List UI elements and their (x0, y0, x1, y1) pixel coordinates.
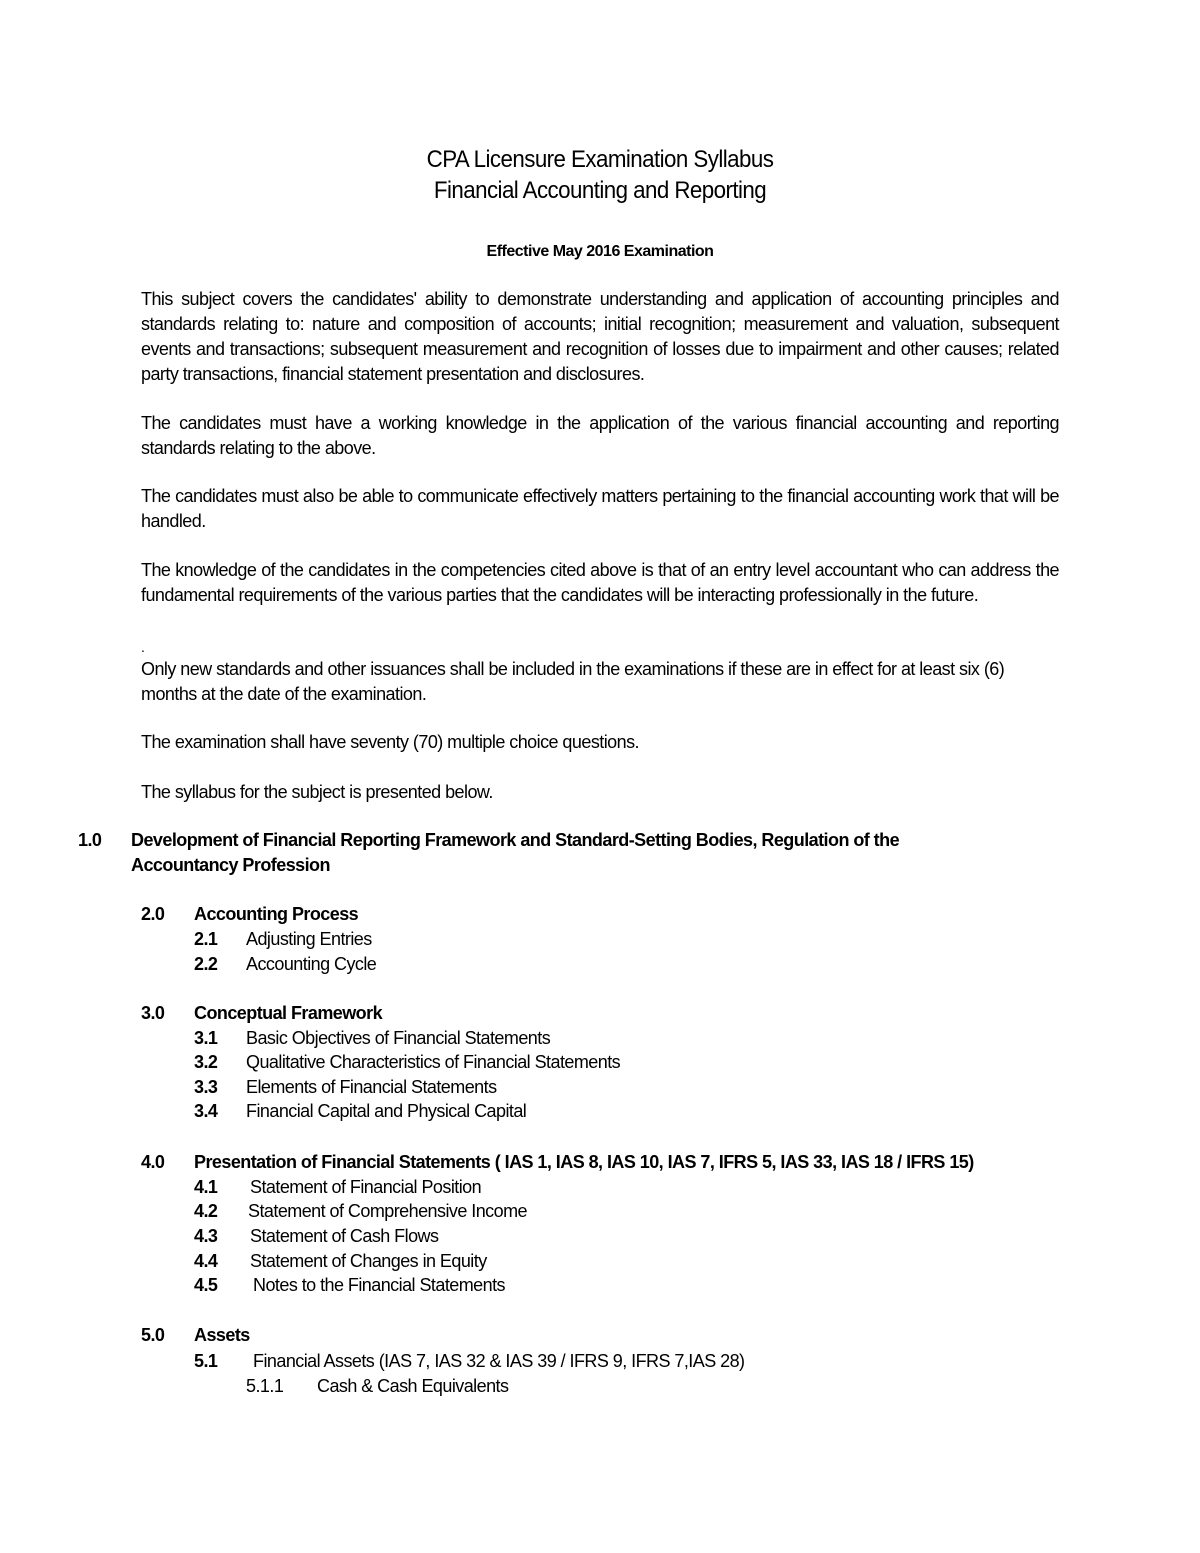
intro-paragraph-6: The examination shall have seventy (70) multiple choice questions. (141, 732, 639, 752)
item-3-4-label: Financial Capital and Physical Capital (246, 1101, 527, 1121)
item-3-3-label: Elements of Financial Statements (246, 1077, 497, 1097)
item-4-2-label: Statement of Comprehensive Income (248, 1201, 527, 1221)
section-3-title: Conceptual Framework (194, 1003, 383, 1023)
stray-period: . (141, 639, 145, 655)
section-1-title-line-1: Development of Financial Reporting Framework and Standard-Setting Bodies, Regulation of the (131, 830, 900, 850)
item-4-4-label: Statement of Changes in Equity (250, 1251, 487, 1271)
title-block (0, 144, 1200, 206)
section-5-title: Assets (194, 1325, 250, 1345)
intro-paragraph-4: The knowledge of the candidates in the competencies cited above is that of an entry level accountant who can address the fundamental requirements of the various parties that the candidates will be interacting professionally in the future. (141, 560, 1059, 605)
item-4-3-label: Statement of Cash Flows (250, 1226, 439, 1246)
item-3-4-number: 3.4 (194, 1101, 218, 1121)
intro-paragraph-3: The candidates must also be able to communicate effectively matters pertaining to the financial accounting work that will be handled. (141, 486, 1059, 531)
intro-paragraph-7: The syllabus for the subject is presented below. (141, 782, 493, 802)
section-1-title-line-2: Accountancy Profession (131, 855, 330, 875)
item-5-1-number: 5.1 (194, 1351, 218, 1371)
subitem-5-1-1-number: 5.1.1 (246, 1376, 284, 1396)
item-3-1-label: Basic Objectives of Financial Statements (246, 1028, 551, 1048)
item-3-3-number: 3.3 (194, 1077, 218, 1097)
section-4-number: 4.0 (141, 1152, 165, 1172)
section-2-title: Accounting Process (194, 904, 359, 924)
item-4-5-number: 4.5 (194, 1275, 218, 1295)
item-5-1-label: Financial Assets (IAS 7, IAS 32 & IAS 39 / IFRS 9, IFRS 7,IAS 28) (253, 1351, 745, 1371)
item-4-1-label: Statement of Financial Position (250, 1177, 482, 1197)
item-2-1-number: 2.1 (194, 929, 218, 949)
section-5-number: 5.0 (141, 1325, 165, 1345)
intro-paragraph-2: The candidates must have a working knowledge in the application of the various financial accounting and reporting standards relating to the above. (141, 413, 1059, 458)
effective-date: Effective May 2016 Examination (486, 243, 714, 260)
section-2-number: 2.0 (141, 904, 165, 924)
item-4-3-number: 4.3 (194, 1226, 218, 1246)
item-2-1-label: Adjusting Entries (246, 929, 372, 949)
item-4-2-number: 4.2 (194, 1201, 218, 1221)
document-subtitle: Financial Accounting and Reporting (433, 177, 767, 204)
section-1-number: 1.0 (78, 830, 102, 850)
item-2-2-number: 2.2 (194, 954, 218, 974)
item-2-2-label: Accounting Cycle (246, 954, 377, 974)
item-4-4-number: 4.4 (194, 1251, 218, 1271)
subitem-5-1-1-label: Cash & Cash Equivalents (317, 1376, 509, 1396)
item-3-1-number: 3.1 (194, 1028, 218, 1048)
item-3-2-number: 3.2 (194, 1052, 218, 1072)
document-title: CPA Licensure Examination Syllabus (426, 146, 774, 173)
intro-paragraph-1: This subject covers the candidates' ability to demonstrate understanding and application of accounting principles and standards relating to: nature and composition of accounts; initial recognition; measurement and valuation, subsequent events and transactions; subsequent measurement and recognition of losses due to impairment and other causes; related party transactions, financial statement presentation and disclosures. (141, 289, 1059, 384)
item-4-5-label: Notes to the Financial Statements (253, 1275, 505, 1295)
item-3-2-label: Qualitative Characteristics of Financial Statements (246, 1052, 621, 1072)
item-4-1-number: 4.1 (194, 1177, 218, 1197)
section-4-title: Presentation of Financial Statements ( IAS 1, IAS 8, IAS 10, IAS 7, IFRS 5, IAS 33, IAS 18 / IFRS 15) (194, 1152, 974, 1172)
section-3-number: 3.0 (141, 1003, 165, 1023)
intro-paragraph-5: Only new standards and other issuances shall be included in the examinations if these are in effect for at least six (6) months at the date of the examination. (141, 659, 1005, 704)
